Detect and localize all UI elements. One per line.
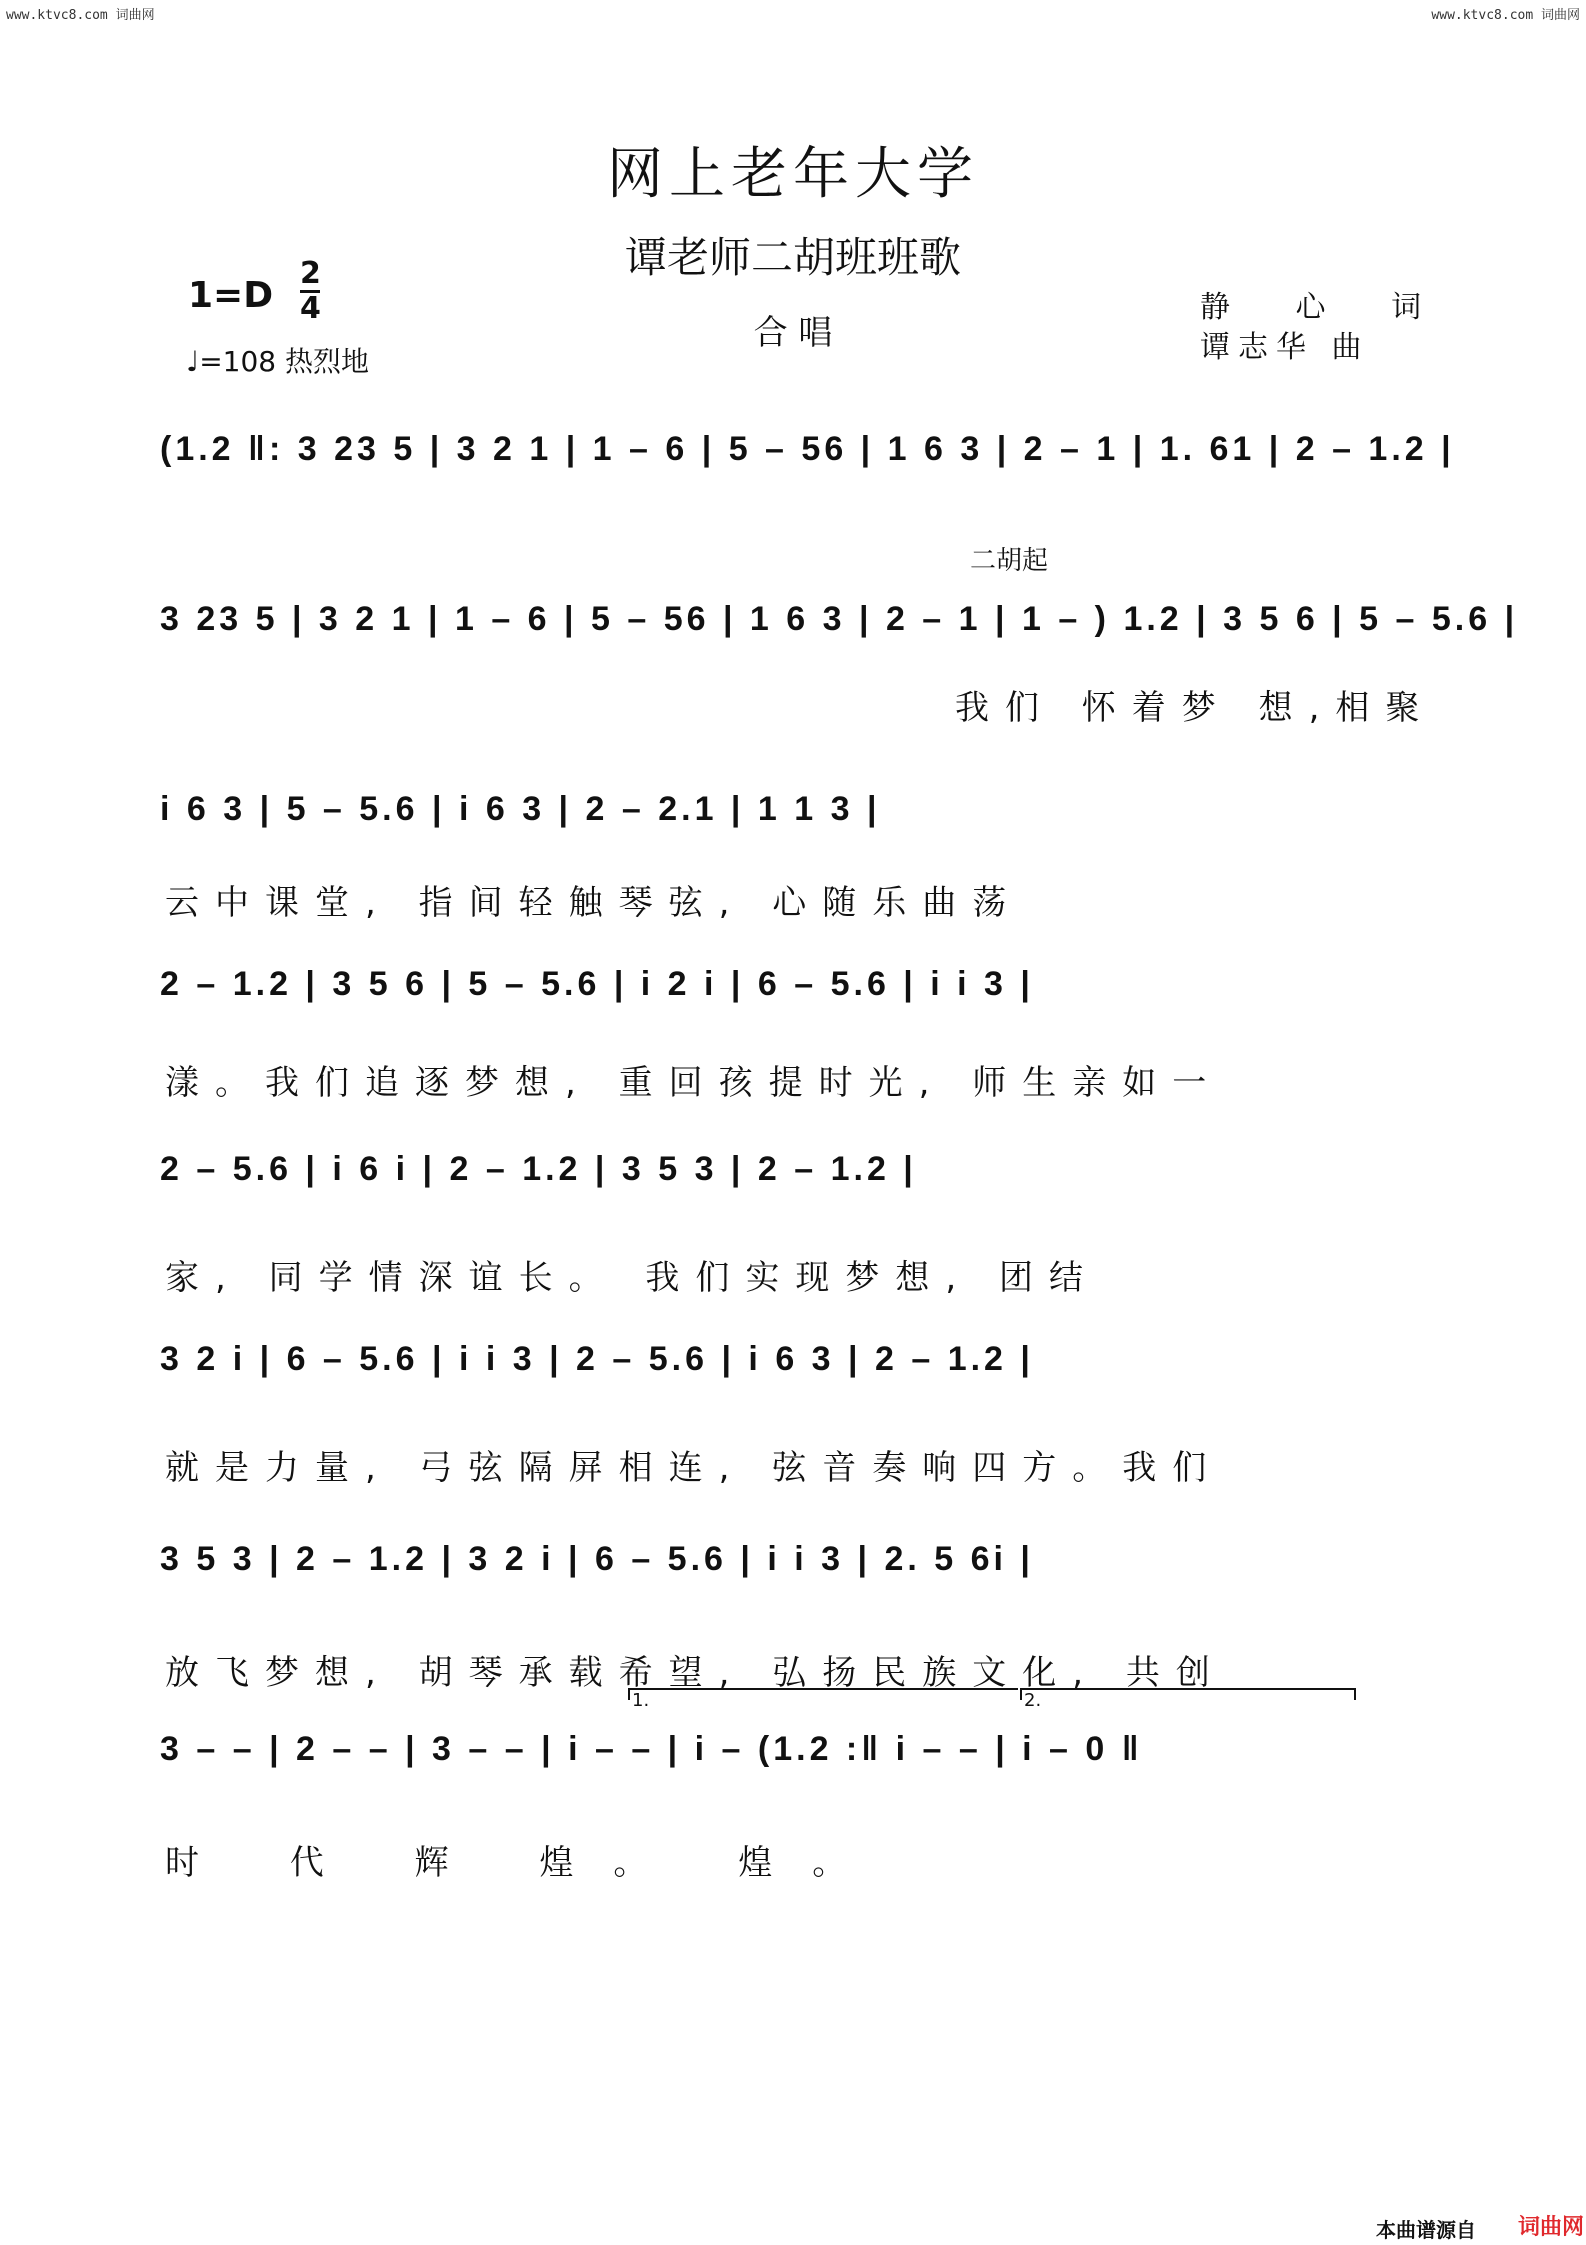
volta-1-bracket — [628, 1688, 1018, 1700]
tempo-marking: ♩=108 热烈地 — [186, 345, 370, 378]
key-signature: 1=D — [188, 275, 274, 316]
notation-line-5: 2 – 5.6 | i 6 i | 2 – 1.2 | 3 5 3 | 2 – 1.2 | — [160, 1150, 917, 1188]
footer-brand-link[interactable]: 词曲网 — [1518, 2215, 1585, 2240]
lyric-line-8: 时 代 辉 煌。 煌。 — [165, 1843, 887, 1883]
notation-line-1: (1.2 ‖: 3 23 5 | 3 2 1 | 1 – 6 | 5 – 56 | 1 6 3 | 2 – 1 | 1. 61 | 2 – 1.2 | — [160, 430, 1455, 468]
lyric-line-7: 放飞梦想, 胡琴承载希望, 弘扬民族文化, 共创 — [165, 1653, 1226, 1693]
volta-2-bracket — [1020, 1688, 1356, 1700]
lyric-line-2: 我们 怀着梦 想,相聚 — [955, 688, 1436, 728]
footer-source-text: 本曲谱源自 — [1376, 2218, 1476, 2242]
notation-line-2: 3 23 5 | 3 2 1 | 1 – 6 | 5 – 56 | 1 6 3 | 2 – 1 | 1 – ) 1.2 | 3 5 6 | 5 – 5.6 | — [160, 600, 1519, 638]
time-signature — [300, 258, 320, 325]
notation-line-3: i 6 3 | 5 – 5.6 | i 6 3 | 2 – 2.1 | 1 1 3 | — [160, 790, 881, 828]
lyric-line-5: 家, 同学情深谊长。 我们实现梦想, 团结 — [165, 1258, 1100, 1298]
time-signature-bottom: 4 — [300, 291, 321, 326]
lyric-line-6: 就是力量, 弓弦隔屏相连, 弦音奏响四方。我们 — [165, 1448, 1223, 1488]
notation-line-8: 3 – – | 2 – – | 3 – – | i – – | i – (1.2 :‖ i – – | i – 0 ‖ — [160, 1730, 1143, 1768]
composer-credit: 谭志华 曲 — [1200, 330, 1370, 365]
notation-line-7: 3 5 3 | 2 – 1.2 | 3 2 i | 6 – 5.6 | i i 3 | 2. 5 6i | — [160, 1540, 1034, 1578]
notation-line-6: 3 2 i | 6 – 5.6 | i i 3 | 2 – 5.6 | i 6 3 | 2 – 1.2 | — [160, 1340, 1034, 1378]
notation-line-4: 2 – 1.2 | 3 5 6 | 5 – 5.6 | i 2 i | 6 – 5.6 | i i 3 | — [160, 965, 1034, 1003]
site-watermark-right: www.ktvc8.com 词曲网 — [1431, 8, 1580, 23]
erhu-start-annotation: 二胡起 — [970, 546, 1049, 576]
volta-2-label: 2. — [1024, 1690, 1042, 1711]
site-watermark-left: www.ktvc8.com 词曲网 — [6, 8, 155, 23]
page-title: 网上老年大学 — [607, 142, 979, 207]
lyric-line-4: 漾。我们追逐梦想, 重回孩提时光, 师生亲如一 — [165, 1063, 1223, 1103]
page-subtitle: 谭老师二胡班班歌 — [624, 233, 961, 282]
performance-form: 合 唱 — [753, 313, 833, 353]
volta-1-label: 1. — [632, 1690, 650, 1711]
lyricist-credit: 静 心 词 — [1200, 290, 1450, 325]
time-signature-top: 2 — [300, 256, 321, 291]
lyric-line-3: 云中课堂, 指间轻触琴弦, 心随乐曲荡 — [165, 883, 1023, 923]
